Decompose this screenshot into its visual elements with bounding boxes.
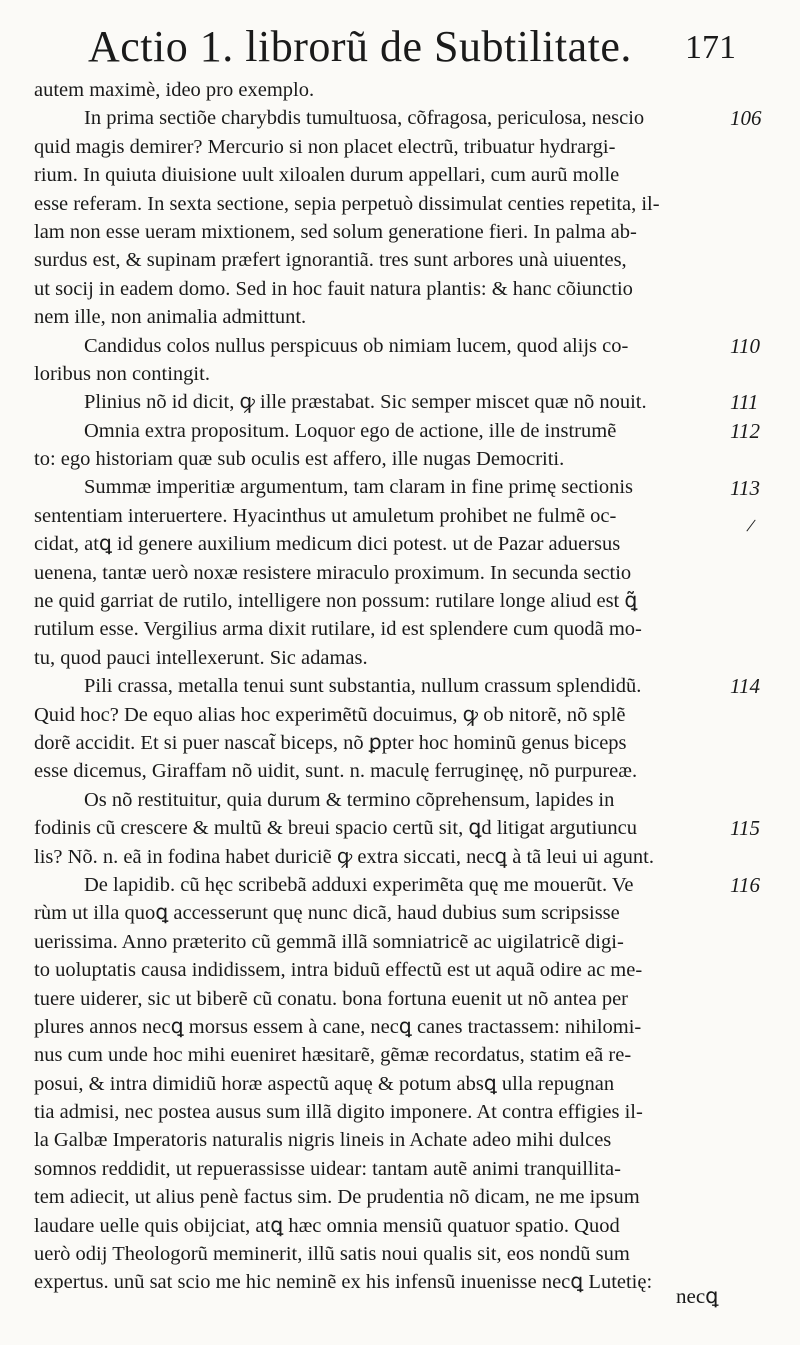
text-line: rùm ut illa quoꝗ accesserunt quę nunc dicã, haud dubius sum scripsisse (34, 902, 620, 925)
text-line: Plinius nõ id dicit, ꝙ ille præstabat. Sic semper miscet quæ nõ nouit. (84, 391, 647, 414)
text-line: expertus. unũ sat scio me hic neminẽ ex his infensũ inuenisse necꝗ Lutetię: (34, 1271, 653, 1294)
text-line: Candidus colos nullus perspicuus ob nimiam lucem, quod alijs co- (84, 334, 629, 357)
text-line: to: ego historiam quæ sub oculis est affero, ille nugas Democriti. (34, 448, 565, 471)
text-block (34, 76, 724, 1297)
margin-note: 106 (730, 106, 762, 131)
catchword: necꝗ (676, 1284, 719, 1308)
text-line: esse dicemus, Giraffam nõ uidit, sunt. n. maculę ferruginęę, nõ purpureæ. (34, 760, 638, 783)
text-line: ne quid garriat de rutilo, intelligere non possum: rutilare longe aliud est ꝗ̃ (34, 590, 638, 613)
text-line: cidat, atꝗ id genere auxilium medicum dici potest. ut de Pazar aduersus (34, 533, 621, 556)
margin-note: 114 (730, 674, 760, 699)
text-line: nus cum unde hoc mihi eueniret hæsitarẽ, gẽmæ recordatus, statim eã re- (34, 1044, 632, 1067)
text-line: uenena, tantæ uerò noxæ resistere miraculo proximum. In secunda sectio (34, 561, 632, 584)
text-line: lam non esse ueram mixtionem, sed solum generatione fieri. In palma ab- (34, 220, 637, 243)
text-line: posui, & intra dimidiũ horæ aspectũ aquę & potum absꝗ ulla repugnan (34, 1072, 615, 1095)
text-line: Summæ imperitiæ argumentum, tam claram in fine primę sectionis (84, 476, 634, 499)
text-line: nem ille, non animalia admittunt. (34, 306, 307, 329)
text-line: laudare uelle quis obijciat, atꝗ hæc omnia mensiũ quatuor spatio. Quod (34, 1214, 620, 1237)
text-line: ut socij in eadem domo. Sed in hoc fauit natura plantis: & hanc cõiunctio (34, 277, 633, 300)
text-line: tem adiecit, ut alius penè factus sim. De prudentia nõ dicam, ne me ipsum (34, 1186, 640, 1209)
text-line: sententiam interuertere. Hyacinthus ut amuletum prohibet ne fulmẽ oc- (34, 504, 617, 527)
text-line: to uoluptatis causa indidissem, intra biduũ effectũ est ut aquã odire ac me- (34, 959, 643, 982)
text-line: esse referam. In sexta sectione, sepia perpetuò dissimulat centies repetita, il- (34, 192, 660, 215)
text-line: uerissima. Anno præterito cũ gemmã illã somniatricẽ ac uigilatricẽ digi- (34, 930, 624, 953)
running-header (88, 18, 748, 76)
text-line: lis? Nõ. n. eã in fodina habet duriciẽ ꝙ extra siccati, necꝗ à tã leui ui agunt. (34, 845, 655, 868)
text-line: Omnia extra propositum. Loquor ego de actione, ille de instrumẽ (84, 419, 617, 442)
text-line: Quid hoc? De equo alias hoc experimẽtũ docuimus, ꝙ ob nitorẽ, nõ splẽ (34, 703, 626, 726)
margin-tick-mark: / (744, 514, 757, 538)
text-line: tu, quod pauci intellexerunt. Sic adamas. (34, 646, 368, 669)
margin-note: 111 (730, 390, 759, 415)
text-line: fodinis cũ crescere & multũ & breui spacio certũ sit, ꝗd litigat argutiuncu (34, 817, 637, 840)
text-line: uerò odij Theologorũ meminerit, illũ satis noui qualis sit, eos nondũ sum (34, 1243, 630, 1266)
text-line: Pili crassa, metalla tenui sunt substantia, nullum crassum splendidũ. (84, 675, 642, 698)
margin-note: 110 (730, 333, 760, 358)
text-line: tuere uiderer, sic ut biberẽ cũ conatu. bona fortuna euenit ut nõ antea per (34, 987, 628, 1010)
text-line: autem maximè, ideo pro exemplo. (34, 79, 315, 101)
text-line: rutilum esse. Vergilius arma dixit rutilare, id est splendere cum quodã mo- (34, 618, 642, 641)
text-line: tia admisi, nec postea ausus sum illã digito imponere. At contra effigies il- (34, 1101, 643, 1124)
margin-note: 116 (730, 873, 760, 898)
text-line: loribus non contingit. (34, 362, 210, 385)
text-line: la Galbæ Imperatoris naturalis nigris lineis in Achate adeo mihi dulces (34, 1129, 612, 1152)
text-line: quid magis demirer? Mercurio si non placet electrũ, tribuatur hydrargi- (34, 135, 616, 158)
margin-note: 112 (730, 418, 760, 443)
running-title: Actio 1. librorũ de Subtilitate. (88, 22, 632, 71)
margin-note: 115 (730, 816, 760, 841)
page-number: 171 (685, 29, 736, 66)
text-line: plures annos necꝗ morsus essem à cane, necꝗ canes tractassem: nihilomi- (34, 1015, 642, 1038)
margin-note: 113 (730, 475, 760, 500)
text-line: rium. In quiuta diuisione uult xiloalen durum appellari, cum aurũ molle (34, 164, 620, 187)
text-line: surdus est, & supinam præfert ignorantiã. tres sunt arbores unà uiuentes, (34, 249, 627, 272)
text-line: somnos reddidit, ut repuerassisse uidear: tantam autẽ animi tranquillita- (34, 1157, 621, 1180)
text-line: dorẽ accidit. Et si puer nascat̃ biceps, nõ ꝑpter hoc hominũ genus biceps (34, 731, 627, 754)
text-line: Os nõ restituitur, quia durum & termino cõprehensum, lapides in (84, 788, 615, 811)
text-line: In prima sectiõe charybdis tumultuosa, cõfragosa, periculosa, nescio (84, 107, 645, 130)
text-line: De lapidib. cũ hęc scribebã adduxi experimẽta quę me mouerũt. Ve (84, 873, 634, 896)
